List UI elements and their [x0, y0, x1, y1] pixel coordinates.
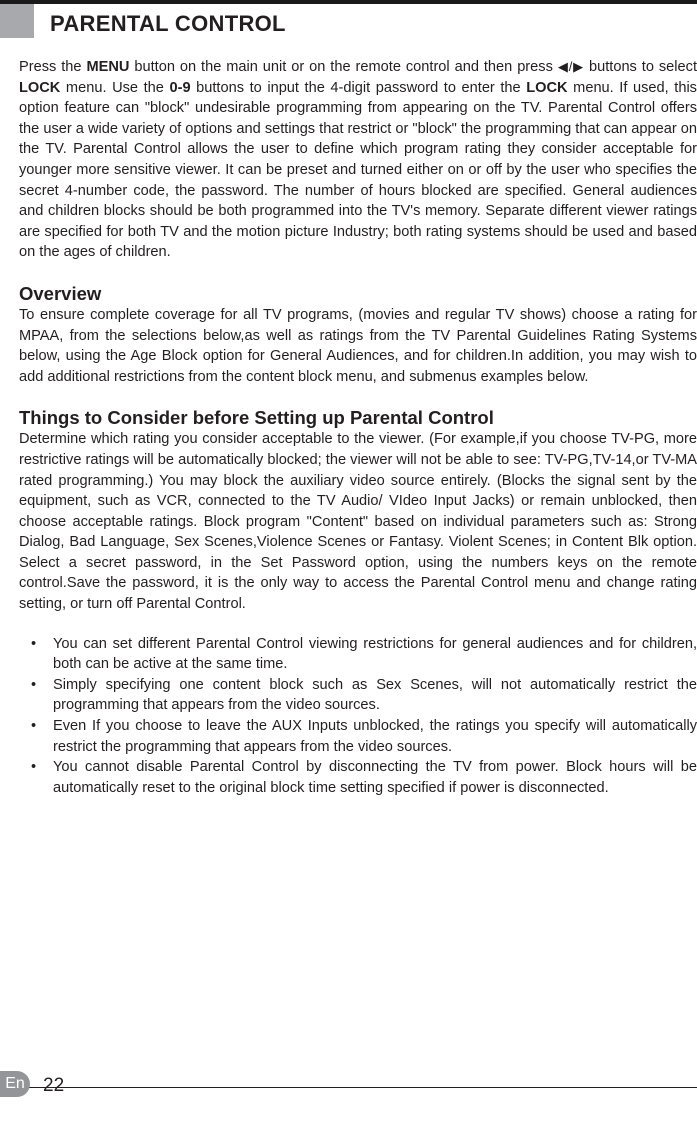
- intro-text-5: buttons to input the 4-digit password to enter the: [190, 79, 527, 96]
- bullet-item: • You cannot disable Parental Control by disconnecting the TV from power. Block hours will be automatically reset to the original block time setting specified if power is disconnected.: [19, 757, 697, 798]
- intro-text-3: buttons to select: [584, 59, 697, 75]
- arrow-separator: /: [568, 59, 573, 74]
- considerations-bullet-list: [19, 634, 697, 799]
- section-tab-marker: [0, 4, 34, 38]
- overview-paragraph: To ensure complete coverage for all TV programs, (movies and regular TV shows) choose a rating for MPAA, from the selections below,as well as ratings from the TV Parental Guidelines Rating Systems below, using the Age Block option for General Audiences, and for children.In addition, you may wish to add additional restrictions from the content block menu, and submenus examples below.: [19, 306, 697, 385]
- menu-keyword: MENU: [86, 59, 130, 75]
- considerations-heading: Things to Consider before Setting up Parental Control: [19, 407, 494, 429]
- bullet-item: • Simply specifying one content block such as Sex Scenes, will not automatically restrict the programming that appears from the video sources.: [19, 675, 697, 716]
- overview-heading: Overview: [19, 282, 102, 304]
- intro-text-6: menu. If used, this option feature can "block" undesirable programming from appearing on the TV. Parental Control offers the user a wide variety of options and settings that restrict or "block" the programming that can appear on the TV. Parental Control allows the user to define which program rating they consider acceptable for younger more sensitive viewer. It can be preset and turned either on or off by the user who specifies the secret 4-number code, the password. The number of hours blocked are specified. General audiences and children blocks should be both programmed into the TV's memory. Separate different viewer ratings are specified for both TV and the motion picture Industry; both rating systems should be used and based on the ages of children.: [19, 79, 697, 261]
- page-title: PARENTAL CONTROL: [50, 11, 286, 36]
- left-right-arrows: [558, 59, 584, 74]
- lock-keyword-2: LOCK: [526, 79, 568, 96]
- intro-text-4: menu. Use the: [60, 79, 170, 96]
- intro-text-1: Press the: [19, 59, 87, 75]
- right-arrow-icon: ▶: [572, 59, 585, 74]
- bullet-item: • You can set different Parental Control viewing restrictions for general audiences and for children, both can be active at the same time.: [19, 634, 697, 675]
- intro-paragraph: [19, 57, 697, 263]
- left-arrow-icon: ◀: [557, 59, 569, 74]
- footer-rule: [0, 1087, 697, 1088]
- digit-keys-keyword: 0-9: [169, 79, 191, 96]
- intro-text-2: button on the main unit or on the remote control and then press: [129, 59, 558, 75]
- bullet-item: • Even If you choose to leave the AUX Inputs unblocked, the ratings you specify will automatically restrict the programming that appears from the video sources.: [19, 716, 697, 757]
- language-badge: En: [0, 1071, 30, 1097]
- page-content: [19, 57, 697, 798]
- lock-keyword: LOCK: [19, 79, 61, 96]
- top-rule: [0, 0, 697, 4]
- page-number: 22: [43, 1075, 65, 1096]
- considerations-paragraph: Determine which rating you consider acceptable to the viewer. (For example,if you choose TV-PG, more restrictive ratings will be automatically blocked; the viewer will not be able to see: TV-PG,TV-14,or TV-MA rated programming.) You may block the auxiliary video source entirely. (Blocks the signal sent by the equipment, such as VCR, connected to the TV Audio/ VIdeo Input Jacks) or remain unblocked, then choose acceptable ratings. Block program "Content" based on individual parameters such as: Strong Dialog, Bad Language, Sex Scenes,Violence Scenes or Fantasy. Violent Scenes; in Content Blk option. Select a secret password, in the Set Password option, using the numbers keys on the remote control.Save the password, it is the only way to access the Parental Control menu and change rating setting, or turn off Parental Control.: [19, 431, 697, 613]
